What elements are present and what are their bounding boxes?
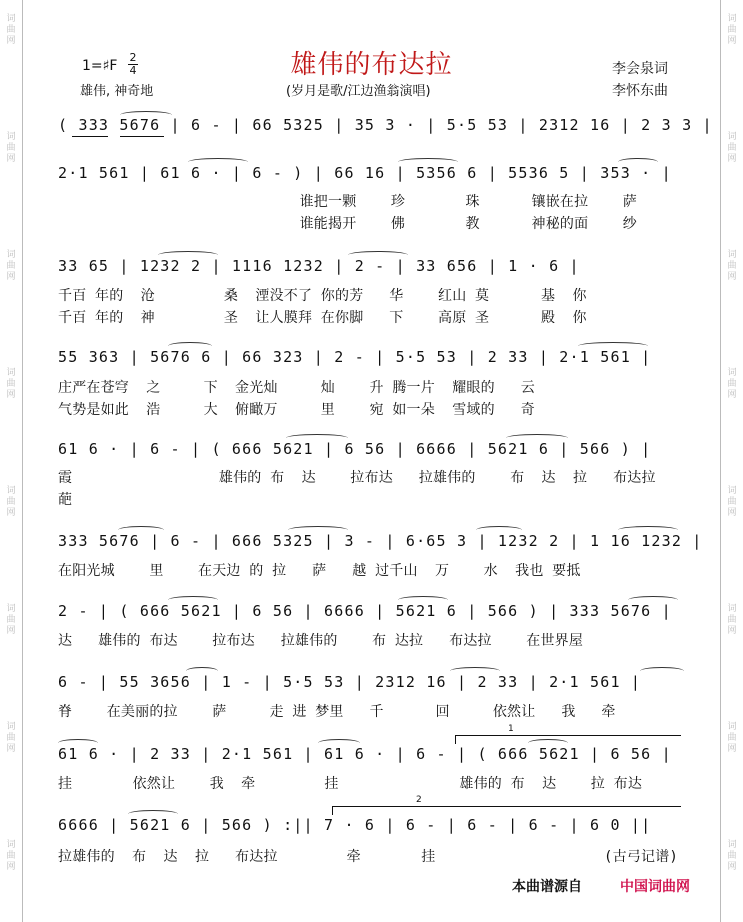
notation-line: 333 5676 | 6 - | 666 5325 | 3 - | 6·65 3 | 1232 2 | 1 16 1232 | bbox=[58, 532, 703, 550]
song-title: 雄伟的布达拉 bbox=[290, 50, 453, 80]
music-row bbox=[58, 532, 703, 554]
volta-1-number: 1 bbox=[508, 724, 514, 734]
notation-line: 6 - | 55 3656 | 1 - | 5·5 53 | 2312 16 | 2 33 | 2·1 561 | bbox=[58, 673, 642, 691]
lyric-verse-2: 谁能揭开 佛 教 神秘的面 纱 bbox=[58, 216, 638, 232]
music-row bbox=[58, 257, 684, 279]
music-row bbox=[58, 745, 684, 767]
slur bbox=[286, 434, 348, 442]
lyric-verse-1: 庄严在苍穹 之 下 金光灿 灿 升 腾一片 耀眼的 云 bbox=[58, 380, 535, 396]
slur bbox=[398, 158, 458, 166]
lyric-verse-1: 霞 雄伟的 布 达 拉布达 拉雄伟的 布 达 拉 布达拉 bbox=[58, 470, 656, 486]
watermark-text: 词 曲 网 bbox=[727, 132, 737, 164]
watermark-text: 词 曲 网 bbox=[6, 132, 16, 164]
slur bbox=[578, 342, 648, 350]
site-link[interactable]: 中国词曲网 bbox=[620, 879, 690, 895]
lyric-verse-2: 千百 年的 神 圣 让人膜拜 在你脚 下 高原 圣 殿 你 bbox=[58, 310, 587, 326]
meter-bottom: 4 bbox=[129, 64, 137, 77]
music-row bbox=[58, 602, 684, 624]
watermark-text: 词 曲 网 bbox=[727, 14, 737, 46]
notation-line: 61 6 · | 6 - | ( 666 5621 | 6 56 | 6666 | 5621 6 | 566 ) | bbox=[58, 440, 652, 458]
slur bbox=[640, 667, 684, 675]
slur bbox=[348, 251, 408, 259]
slur bbox=[128, 810, 178, 818]
notation-line: 33 65 | 1232 2 | 1116 1232 | 2 - | 33 656 | 1 · 6 | bbox=[58, 257, 580, 275]
slur bbox=[168, 342, 212, 350]
notation-line: 2·1 561 | 61 6 · | 6 - ) | 66 16 | 5356 6 | 5536 5 | 353 · | bbox=[58, 164, 672, 182]
slur bbox=[506, 434, 568, 442]
lyric-verse-2: 气势是如此 浩 大 俯瞰万 里 宛 如一朵 雪域的 奇 bbox=[58, 402, 535, 418]
volta-2-bracket bbox=[332, 806, 681, 815]
lyric-verse-1: 谁把一颗 珍 珠 镶嵌在拉 萨 bbox=[58, 194, 638, 210]
watermark-text: 词 曲 网 bbox=[727, 722, 737, 754]
music-row bbox=[58, 440, 684, 462]
lyric-verse-1: 千百 年的 沧 桑 湮没不了 你的芳 华 红山 莫 基 你 bbox=[58, 288, 587, 304]
lyric-verse-1: 脊 在美丽的拉 萨 走 进 梦里 千 回 依然让 我 牵 bbox=[58, 704, 616, 720]
beam bbox=[120, 136, 164, 137]
slur bbox=[618, 158, 658, 166]
transcriber-credit: (古弓记谱) bbox=[604, 849, 679, 865]
slur bbox=[168, 596, 218, 604]
lyric-verse-1: 在阳光城 里 在天边 的 拉 萨 越 过千山 万 水 我也 要抵 bbox=[58, 563, 581, 579]
slur bbox=[318, 739, 360, 747]
watermark-text: 词 曲 网 bbox=[6, 604, 16, 636]
music-row bbox=[58, 116, 713, 138]
lyric-verse-1: 挂 依然让 我 牵 挂 雄伟的 布 达 拉 布达 bbox=[58, 776, 643, 792]
watermark-text: 词 曲 网 bbox=[6, 368, 16, 400]
watermark-text: 词 曲 网 bbox=[6, 250, 16, 282]
notation-line: 55 363 | 5676 6 | 66 323 | 2 - | 5·5 53 | 2 33 | 2·1 561 | bbox=[58, 348, 652, 366]
notation-line: ( 333 5676 | 6 - | 66 5325 | 35 3 · | 5·5 53 | 2312 16 | 2 3 3 | bbox=[58, 116, 713, 134]
watermark-text: 词 曲 网 bbox=[727, 486, 737, 518]
watermark-text: 词 曲 网 bbox=[727, 368, 737, 400]
lyricist: 李会泉词 bbox=[612, 61, 668, 77]
watermark-text: 词 曲 网 bbox=[6, 722, 16, 754]
slur bbox=[118, 526, 164, 534]
slur bbox=[120, 111, 172, 119]
watermark-text: 词 曲 网 bbox=[6, 840, 16, 872]
music-row bbox=[58, 816, 684, 838]
slur bbox=[618, 526, 678, 534]
watermark-text: 词 曲 网 bbox=[727, 250, 737, 282]
beam bbox=[72, 136, 108, 137]
notation-line: 2 - | ( 666 5621 | 6 56 | 6666 | 5621 6 | 566 ) | 333 5676 | bbox=[58, 602, 672, 620]
slur bbox=[628, 596, 678, 604]
meter-top: 2 bbox=[129, 51, 137, 64]
watermark-text: 词 曲 网 bbox=[727, 604, 737, 636]
slur bbox=[476, 526, 522, 534]
lyric-verse-1: 达 雄伟的 布达 拉布达 拉雄伟的 布 达拉 布达拉 在世界屋 bbox=[58, 633, 584, 649]
tempo-mood: 雄伟, 神奇地 bbox=[80, 84, 154, 99]
music-row bbox=[58, 673, 684, 695]
key-signature: 1=♯F bbox=[82, 58, 118, 74]
song-subtitle: (岁月是歌/江边渔翁演唱) bbox=[286, 84, 431, 99]
music-row bbox=[58, 348, 684, 370]
lyric-verse-1: 拉雄伟的 布 达 拉 布达拉 牵 挂 bbox=[58, 849, 436, 865]
volta-1-bracket bbox=[455, 735, 681, 744]
tie bbox=[188, 158, 248, 166]
slur bbox=[398, 596, 448, 604]
slur bbox=[186, 667, 218, 675]
source-label: 本曲谱源自 bbox=[512, 879, 582, 895]
watermark-text: 词 曲 网 bbox=[6, 486, 16, 518]
slur bbox=[288, 526, 348, 534]
slur bbox=[58, 739, 98, 747]
slur bbox=[528, 739, 568, 747]
music-row bbox=[58, 164, 684, 186]
time-signature bbox=[128, 52, 138, 77]
slur bbox=[450, 667, 500, 675]
lyric-verse-2: 葩 bbox=[58, 492, 73, 508]
volta-2-number: 2 bbox=[416, 795, 422, 805]
watermark-text: 词 曲 网 bbox=[6, 14, 16, 46]
composer: 李怀东曲 bbox=[612, 83, 668, 99]
slur bbox=[158, 251, 218, 259]
watermark-text: 词 曲 网 bbox=[727, 840, 737, 872]
notation-line: 6666 | 5621 6 | 566 ) :|| 7 · 6 | 6 - | 6 - | 6 - | 6 0 || bbox=[58, 816, 652, 834]
notation-line: 61 6 · | 2 33 | 2·1 561 | 61 6 · | 6 - | ( 666 5621 | 6 56 | bbox=[58, 745, 672, 763]
